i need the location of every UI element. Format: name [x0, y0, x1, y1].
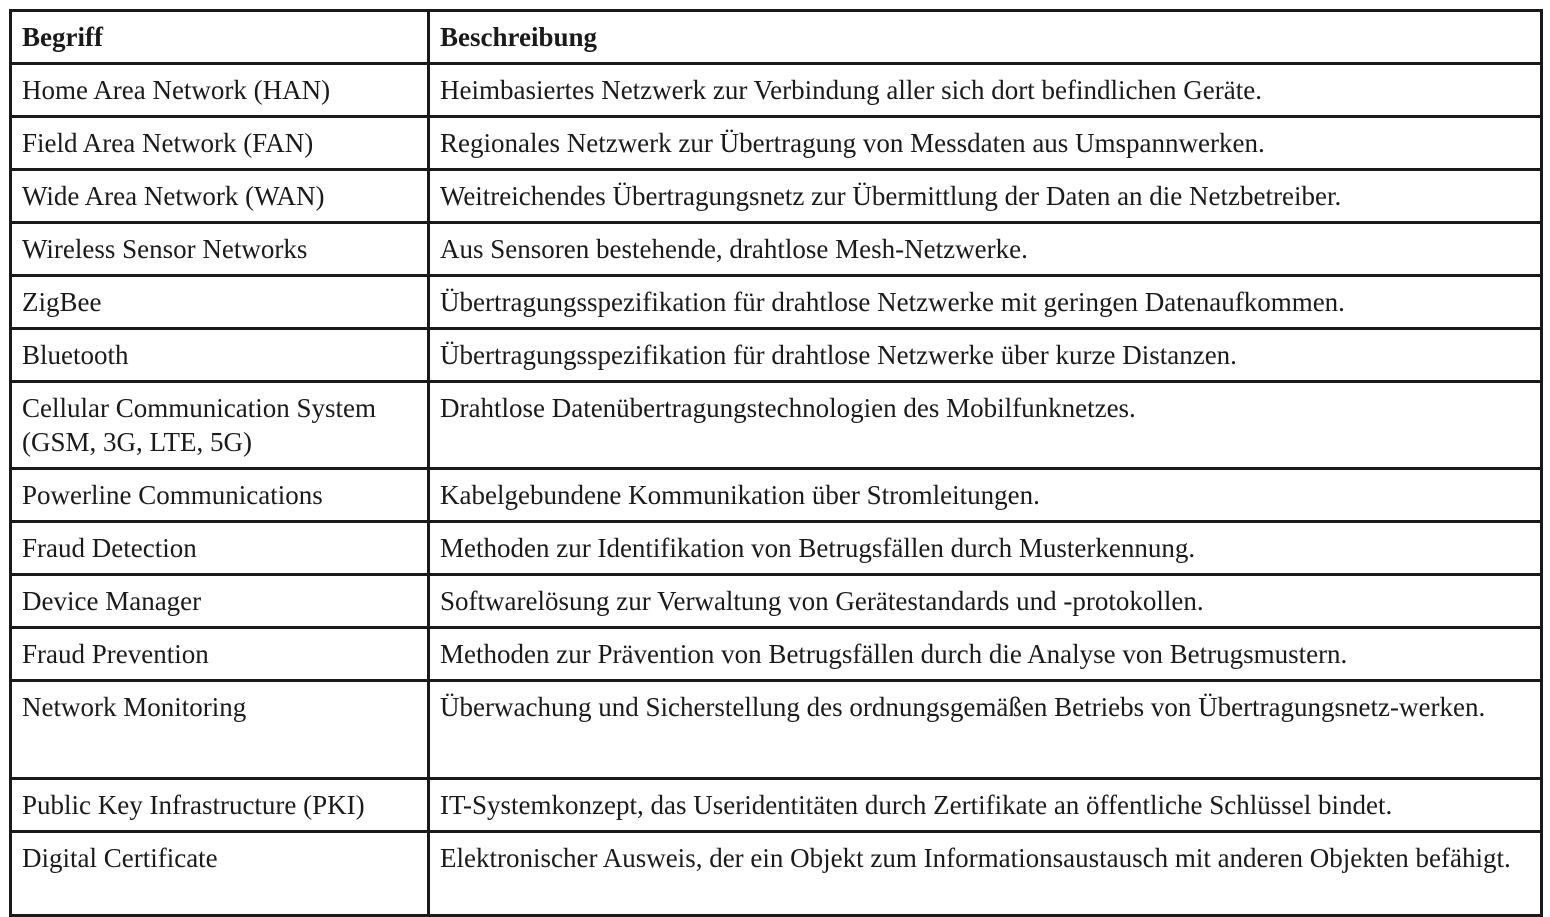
description-cell: Methoden zur Identifikation von Betrugsfällen durch Musterkennung. [429, 522, 1542, 575]
term-cell: Home Area Network (HAN) [11, 64, 429, 117]
description-cell: Heimbasiertes Netzwerk zur Verbindung aller sich dort befindlichen Geräte. [429, 64, 1542, 117]
table-row [11, 628, 1542, 681]
description-cell: Drahtlose Datenübertragungstechnologien des Mobilfunknetzes. [429, 382, 1542, 469]
description-cell: Kabelgebundene Kommunikation über Stromleitungen. [429, 469, 1542, 522]
term-cell: Wide Area Network (WAN) [11, 170, 429, 223]
description-cell: Überwachung und Sicherstellung des ordnungsgemäßen Betriebs von Übertragungsnetz-werken. [429, 681, 1542, 779]
term-cell: Device Manager [11, 575, 429, 628]
term-cell: Public Key Infrastructure (PKI) [11, 779, 429, 832]
term-cell: Bluetooth [11, 329, 429, 382]
table-row [11, 223, 1542, 276]
term-cell: Wireless Sensor Networks [11, 223, 429, 276]
description-cell: IT-Systemkonzept, das Useridentitäten durch Zertifikate an öffentliche Schlüssel bindet. [429, 779, 1542, 832]
table-row [11, 382, 1542, 469]
table-row [11, 575, 1542, 628]
column-header-term: Begriff [11, 11, 429, 64]
column-header-description: Beschreibung [429, 11, 1542, 64]
description-cell: Elektronischer Ausweis, der ein Objekt zum Informationsaustausch mit anderen Objekten befähigt. [429, 832, 1542, 916]
glossary-table [9, 9, 1543, 917]
table-row [11, 276, 1542, 329]
table-row [11, 469, 1542, 522]
description-cell: Übertragungsspezifikation für drahtlose Netzwerke über kurze Distanzen. [429, 329, 1542, 382]
description-cell: Methoden zur Prävention von Betrugsfällen durch die Analyse von Betrugsmustern. [429, 628, 1542, 681]
description-cell: Übertragungsspezifikation für drahtlose Netzwerke mit geringen Datenaufkommen. [429, 276, 1542, 329]
term-cell: Network Monitoring [11, 681, 429, 779]
description-cell: Softwarelösung zur Verwaltung von Gerätestandards und -protokollen. [429, 575, 1542, 628]
table-row [11, 170, 1542, 223]
description-cell: Aus Sensoren bestehende, drahtlose Mesh-Netzwerke. [429, 223, 1542, 276]
term-cell: Fraud Detection [11, 522, 429, 575]
glossary-table-container [9, 9, 1540, 917]
description-cell: Regionales Netzwerk zur Übertragung von Messdaten aus Umspannwerken. [429, 117, 1542, 170]
table-row [11, 329, 1542, 382]
table-row [11, 779, 1542, 832]
term-cell: Field Area Network (FAN) [11, 117, 429, 170]
term-cell: Fraud Prevention [11, 628, 429, 681]
table-row [11, 681, 1542, 779]
table-row [11, 832, 1542, 916]
description-cell: Weitreichendes Übertragungsnetz zur Übermittlung der Daten an die Netzbetreiber. [429, 170, 1542, 223]
term-cell: Digital Certificate [11, 832, 429, 916]
term-cell: Cellular Communication System (GSM, 3G, LTE, 5G) [11, 382, 429, 469]
table-row [11, 117, 1542, 170]
term-cell: Powerline Communications [11, 469, 429, 522]
table-row [11, 522, 1542, 575]
table-header-row [11, 11, 1542, 64]
table-row [11, 64, 1542, 117]
term-cell: ZigBee [11, 276, 429, 329]
